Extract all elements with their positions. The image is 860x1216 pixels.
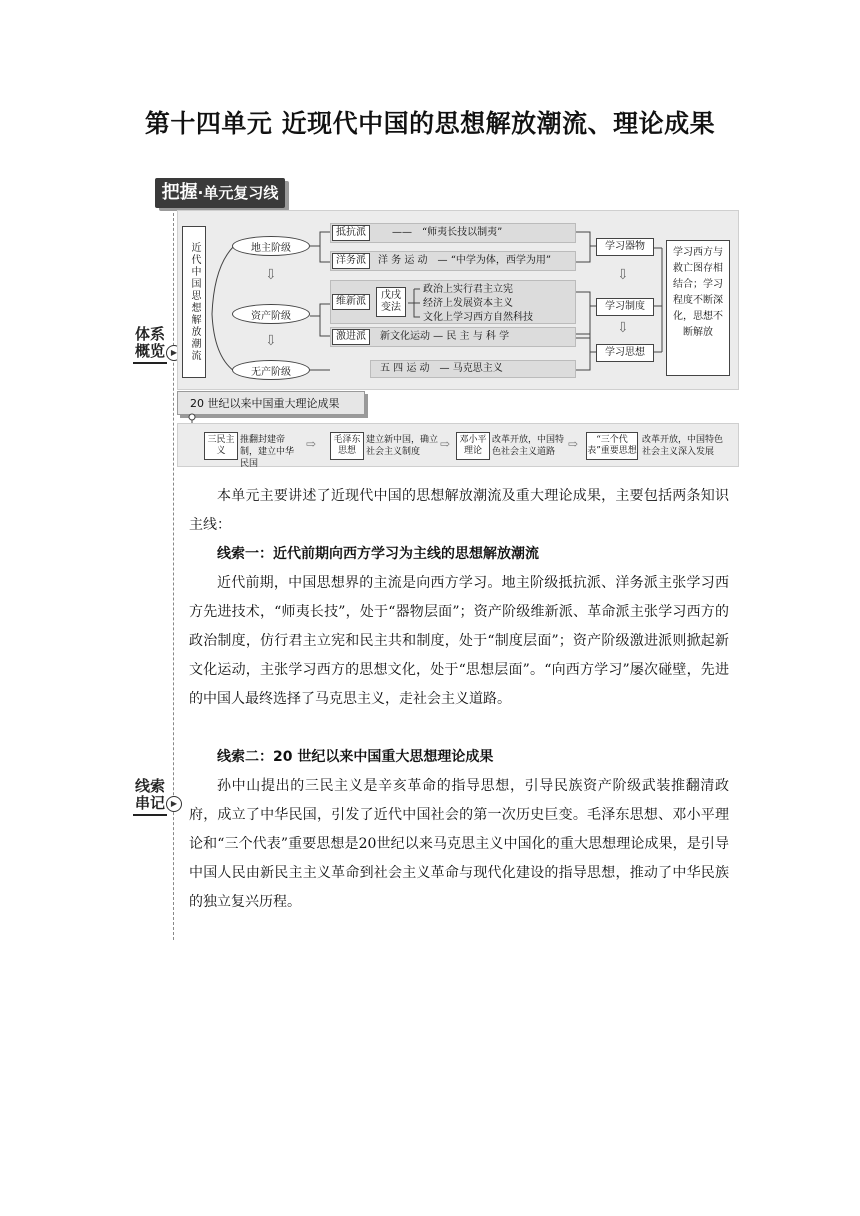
- clue1-heading: 线索一：近代前期向西方学习为主线的思想解放潮流: [217, 546, 539, 562]
- play-circle-icon: ▶: [166, 345, 182, 361]
- theory-desc: 改革开放，中国特色社会主义深入发展: [642, 435, 724, 457]
- right-arrow-icon: ⇨: [306, 437, 317, 451]
- reform-item: 经济上发展资本主义: [423, 298, 513, 309]
- dashed-margin-line: [173, 178, 174, 940]
- proletariat-content: 五 四 运 动 — 马克思主义: [380, 363, 503, 374]
- class-landlord: 地主阶级: [232, 236, 310, 256]
- level-thought: 学习思想: [596, 344, 654, 362]
- reform-sub: 戊戌变法: [376, 287, 406, 317]
- level-brackets: [576, 224, 598, 380]
- clue1-paragraph: 近代前期，中国思想界的主流是向西方学习。地主阶级抵抗派、洋务派主张学习西方先进技术，“师夷长技”，处于“器物层面”；资产阶级维新派、革命派主张学习西方的政治制度，仿行君主立宪和民主共和制度，处于“制度层面”；资产阶级激进派则掀起新文化运动，主张学习西方的思想文化，处于“思想层面”。“向西方学习”屡次碰壁，先进的中国人最终选择了马克思主义，走社会主义道路。: [189, 575, 729, 707]
- diagram-vertical-title: 近代中国思想解放潮流: [182, 226, 206, 378]
- down-arrow-icon: ⇩: [617, 320, 629, 336]
- diagram-summary: 学习西方与救亡图存相结合；学习程度不断深化，思想不断解放: [666, 240, 730, 376]
- faction-radical: 激进派: [332, 329, 370, 345]
- theory-name: “三个代表”重要思想: [586, 432, 638, 460]
- faction-resist: 抵抗派: [332, 225, 370, 241]
- banner-lead: 把握: [161, 182, 198, 203]
- theory-name: 邓小平理论: [456, 432, 490, 460]
- theory-desc: 改革开放，中国特色社会主义道路: [492, 435, 565, 457]
- faction-westernize-content: 洋 务 运 动 — “中学为体，西学为用”: [378, 255, 551, 266]
- theory-desc: 建立新中国，确立社会主义制度: [366, 435, 439, 457]
- side-label-overview: 体系概览: [133, 326, 167, 364]
- theory-name: 毛泽东思想: [330, 432, 364, 460]
- faction-westernize: 洋务派: [332, 253, 370, 269]
- section-banner: [155, 178, 285, 208]
- faction-radical-content: 新文化运动 — 民 主 与 科 学: [380, 331, 510, 342]
- faction-resist-content: —— “师夷长技以制夷”: [392, 227, 503, 238]
- play-circle-icon: ▶: [166, 796, 182, 812]
- faction-reform: 维新派: [332, 294, 370, 310]
- level-system: 学习制度: [596, 298, 654, 316]
- clue2-heading: 线索二：20 世纪以来中国重大思想理论成果: [217, 749, 494, 765]
- theory-desc: 推翻封建帝制，建立中华民国: [240, 435, 295, 469]
- side-label-thread: 线索串记: [133, 778, 167, 816]
- intro-paragraph: 本单元主要讲述了近现代中国的思想解放潮流及重大理论成果，主要包括两条知识主线：: [189, 488, 729, 533]
- reform-item: 文化上学习西方自然科技: [423, 312, 533, 323]
- down-arrow-icon: ⇩: [265, 267, 277, 283]
- reform-brace: [406, 284, 424, 322]
- theory-section-header: 20 世纪以来中国重大理论成果: [177, 391, 365, 415]
- banner-rest: ·单元复习线: [197, 184, 279, 202]
- down-arrow-icon: ⇩: [617, 267, 629, 283]
- brace-curve: [206, 226, 236, 376]
- class-bourgeois: 资产阶级: [232, 304, 310, 324]
- clue2-paragraph: 孙中山提出的三民主义是辛亥革命的指导思想，引导民族资产阶级武装推翻清政府，成立了中华民国，引发了近代中国社会的第一次历史巨变。毛泽东思想、邓小平理论和“三个代表”重要思想是20世纪以来马克思主义中国化的重大思想理论成果，是引导中国人民由新民主主义革命到社会主义革命与现代化建设的指导思想，推动了中华民族的独立复兴历程。: [189, 778, 729, 910]
- reform-item: 政治上实行君主立宪: [423, 284, 513, 295]
- theory-name: 三民主义: [204, 432, 238, 460]
- right-arrow-icon: ⇨: [440, 437, 451, 451]
- right-arrow-icon: ⇨: [568, 437, 579, 451]
- level-things: 学习器物: [596, 238, 654, 256]
- down-arrow-icon: ⇩: [265, 333, 277, 349]
- class-proletariat: 无产阶级: [232, 360, 310, 380]
- page-title: 第十四单元 近现代中国的思想解放潮流、理论成果: [144, 109, 716, 138]
